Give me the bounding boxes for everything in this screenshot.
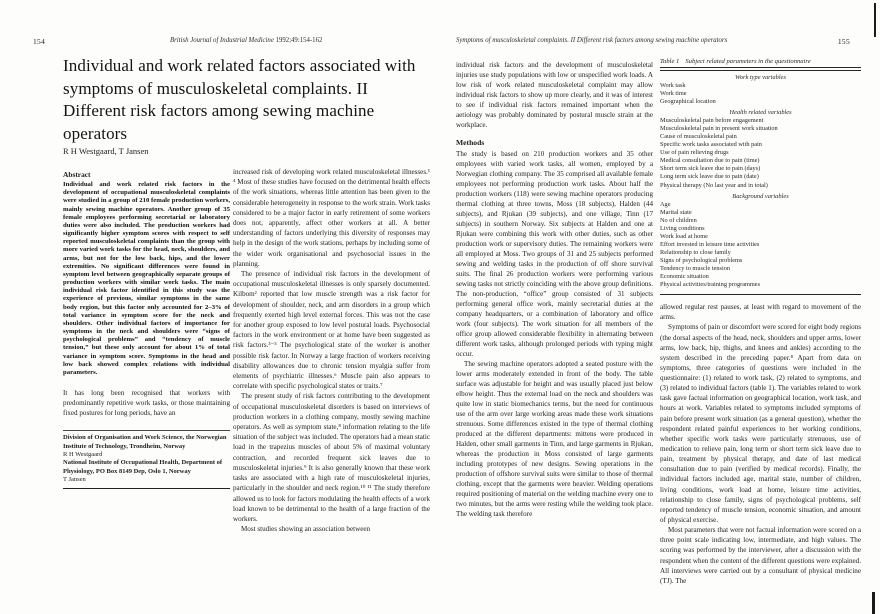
table-1-caption-text: Subject related parameters in the questionnaire xyxy=(685,58,811,65)
table-section-background xyxy=(660,193,861,290)
table-item: Signs of psychological problems xyxy=(660,256,743,264)
footnote-author-2: T Jansen xyxy=(63,475,86,483)
abstract-text: Individual and work related risk factors in the development of occupational musculoskeletal complaints were studied in a group of 210 female production workers, mainly sewing machine operators. Another group of 35 female employees performing secretarial or laboratory duties were also included. The production workers had significantly higher symptom scores with respect to self reported musculoskeletal complaints than the group with more varied work tasks for the head, neck, shoulders, and arms, but not for the low back, hips, and the lower extremities. No significant differences were found in symptom level between geographically separate groups of production workers with similar work tasks. The main individual risk factor identified in this study was the experience of previous, similar symptoms in the same body region, but this factor only accounted for 2–3% of total variance in symptom score for the neck and shoulders. Other individual factors of importance for symptoms in the neck and shoulders were “signs of psychological problems” and “tendency of muscle tension,” but these only account for about 1% of total variance in symptom score. Symptoms in the head and low back showed complex relations with individual parameters. xyxy=(63,181,230,376)
footnote-affiliation-1: Division of Organisation and Work Science, the Norwegian Institute of Technology, Trondheim, Norway xyxy=(63,434,227,450)
authors-line: R H Westgaard, T Jansen xyxy=(63,146,149,156)
table-1 xyxy=(660,58,861,295)
right-page-column-2 xyxy=(660,58,861,586)
footnote-affiliation-2: National Institute of Occupational Health, Department of Physiology, PO Box 8149 Dep, Oslo 1, Norway xyxy=(63,459,223,475)
table-item: Tendency to muscle tension xyxy=(660,264,731,272)
right-running-head: Symptoms of musculoskeletal complaints. II Different risk factors among sewing machine operators xyxy=(456,37,728,44)
table-item: Physical therapy (No last year and in total) xyxy=(660,181,768,189)
table-section-health xyxy=(660,109,861,189)
table-1-number: Table 1 xyxy=(660,58,680,65)
table-section-heading: Work type variables xyxy=(735,74,786,81)
footnote-separator-bottom xyxy=(63,488,230,489)
table-item: Cause of musculoskeletal pain xyxy=(660,133,737,141)
footnote-author-1: R H Westgaard xyxy=(63,450,103,458)
left-page-column-1 xyxy=(63,170,230,489)
scan-edge-artifact-top xyxy=(874,3,876,37)
author-footnote xyxy=(63,430,230,489)
table-item: Musculoskeletal pain before engagement xyxy=(660,117,764,125)
body-paragraph: The study is based on 210 production workers and 35 other employees with varied work tasks, all women, employed by a Norwegian clothing company. The 35 comprised all available female employees not performing production work tasks. About half the production workers (118) were sewing machine operators producing thermal clothing at three towns, Moss (18 subjects), Halden (44 subjects), and Rjukan (39 subjects), and one village, Tinn (17 subjects) in southern Norway. Six subjects at Halden and one at Rjukan were combining this work with other duties, such as other production work or supervisory duties. The remaining workers were all employed at Moss. Two groups of 31 and 25 subjects performed sewing and welding tasks in the production of off shore survival suits. The final 26 production workers were performing various sewing tasks not strictly coinciding with the above group definitions. The non-production, “office” group consisted of 31 subjects performing general office work, mainly secretarial duties at the company headquarters, or a combination of laboratory and office work (four subjects). The work situation for all members of the office group allowed considerable flexibility in alternating between different work tasks, although prolonged periods with typing might occur. xyxy=(456,150,653,358)
table-section-items xyxy=(660,82,861,106)
table-item: Long term sick leave due to pain (date) xyxy=(660,173,759,181)
body-paragraph: individual risk factors and the development of musculoskeletal injuries use study populations with low or unspecified work loads. A low risk of work related musculoskeletal complaint may allow individual risk factors to show up more clearly, and it was of interest to see if individual risk factors remained important when the aetiology was probably dominated by postural muscle strain at the workplace. xyxy=(456,61,653,129)
methods-heading: Methods xyxy=(456,138,485,147)
table-item: Age xyxy=(660,200,671,208)
left-running-head xyxy=(170,37,322,44)
table-item: Economic situation xyxy=(660,272,709,280)
right-page-column-1 xyxy=(456,60,653,519)
table-section-items xyxy=(660,201,861,290)
table-item: No of children xyxy=(660,216,697,224)
body-paragraph: The sewing machine operators adopted a seated posture with the lower arms moderately extended in front of the body. The table surface was adjustable for height and was usually placed just below elbow height. Thus the external load on the neck and shoulders was quite low in static biomechanics terms, but the need for continuous use of the arm over large working areas made these work situations strenuous. Some differences existed in the type of thermal clothing produced at the different departments: mittens were produced in Halden, other small garments in Tinn, and large garments in Rjukan, whereas the production in Moss consisted of large garments including prototypes of new designs. Sewing operations in the production of offshore survival suits were similar to those of thermal clothing, except that the garments were heavier. Welding operations required positioning of material on the welding machine every one to two minutes, but the arms were resting while the welding took place. The welding task therefore xyxy=(456,360,653,518)
left-page xyxy=(30,0,445,614)
table-1-caption xyxy=(660,58,861,65)
body-paragraph: increased risk of developing work related musculoskeletal illnesses.¹ ⁴ Most of these studies have focused on the detrimental health effects of the work situations, whereas little attention has been given to the considerable heterogeneity in response to the work strain. Work tasks considered to be a major factor in early retirement of some workers does not, apparently, affect other workers at all. A better understanding of factors underlying this diversity of responses may help in the design of the work stations, perhaps by including some of the wider work organisational and psychosocial issues in the planning. xyxy=(233,168,430,268)
table-item: Geographical location xyxy=(660,98,716,106)
table-item: Medical consultation due to pain (time) xyxy=(660,157,760,165)
left-page-number: 154 xyxy=(33,37,46,46)
body-paragraph: Symptoms of pain or discomfort were scored for eight body regions (the dorsal aspects of the head, neck, shoulders and upper arms, lower arms, low back, hip, thighs, and knees and ankles) according to the system described in the preceding paper.⁸ Apart from data on symptoms, three categories of questions were included in the questionnaire: (1) related to work task, (2) related to symptoms, and (3) related to individual factors (table 1). The variables related to work task gave factual information on geographical location, work task, and hours at work. Variables related to symptoms included symptoms of pain before present work situation (as a general question), whether the respondent related painful experiences to her working conditions, whether specific work tasks were particularly strenuous, use of medication to relieve pain, long term or short term sick leave due to pain, treatment by physical therapy, and date of last medical consultation due to pain (verified by medical records). Finally, the individual factors included age, marital state, number of children, living conditions, work load at home, leisure time activities, relationship to close family, signs of psychological problems, self reported tendency of muscle tension, economic situation, and amount of physical exercise. xyxy=(660,323,861,525)
table-item: Living conditions xyxy=(660,224,705,232)
article-title: Individual and work related factors associated with symptoms of musculoskeletal complaints. II Different risk factors among sewing machine operators xyxy=(63,56,416,143)
table-rule-top xyxy=(660,67,861,71)
scan-edge-artifact-bottom xyxy=(872,592,875,614)
body-paragraph: Most studies showing an association between xyxy=(241,525,371,534)
table-item: Relationship to close family xyxy=(660,248,731,256)
left-page-column-2 xyxy=(233,167,430,534)
table-item: Physical activities/training programmes xyxy=(660,281,761,289)
table-item: Short term sick leave due to pain (days) xyxy=(660,165,761,173)
body-paragraph: The present study of risk factors contributing to the development of occupational musculoskeletal disorders is based on interviews of production workers in a clothing company, mostly sewing machine operators. As well as symptom state,⁸ information relating to the life situation of the subject was included. The operators had a mean static load in the trapezius muscles of about 5% of maximal voluntary contraction, and recorded frequent sick leaves due to musculoskeletal injuries.⁹ It is also generally known that these work tasks are associated with a high rate of musculoskeletal injuries, particularly in the shoulder and neck region.¹⁰ ¹¹ The study therefore allowed us to look for factors modulating the health effects of a work load known to be detrimental to the health of a large fraction of the workers. xyxy=(233,392,430,523)
journal-ref: 1992;49:154-162 xyxy=(273,37,323,44)
journal-name: British Journal of Industrial Medicine xyxy=(170,37,274,44)
intro-paragraph: It has long been recognised that workers with predominantly repetitive work tasks, or those maintaining fixed postures for long periods, have an xyxy=(63,389,230,418)
table-item: Work load at home xyxy=(660,232,708,240)
table-item: Musculoskeletal pain in present work situation xyxy=(660,125,778,133)
table-item: Effort invested in leisure time activities xyxy=(660,240,760,248)
table-section-work-type xyxy=(660,74,861,106)
abstract-heading: Abstract xyxy=(63,170,91,179)
table-item: Work time xyxy=(660,90,687,98)
table-item: Use of pain relieving drugs xyxy=(660,149,729,157)
table-rule-bottom xyxy=(660,294,861,295)
table-section-heading: Background variables xyxy=(732,192,789,200)
table-item: Work task xyxy=(660,82,686,89)
table-item: Specific work tasks associated with pain xyxy=(660,141,762,149)
table-item: Marital state xyxy=(660,208,692,216)
table-section-items xyxy=(660,117,861,189)
body-paragraph: allowed regular rest pauses, at least with regard to movement of the arms. xyxy=(660,303,861,322)
table-section-heading: Health related variables xyxy=(729,109,792,117)
right-page-number: 155 xyxy=(837,37,850,46)
body-paragraph: Most parameters that were not factual information were scored on a three point scale indicating low, intermediate, and high values. The scoring was performed by the interviewer, after a discussion with the respondent when the content of the different questions were explained. All interviews were carried out by a consultant of physical medicine (TJ). The xyxy=(660,526,861,585)
footnote-separator-top xyxy=(63,430,230,431)
body-paragraph: The presence of individual risk factors in the development of occupational musculoskeletal illnesses is only sparsely documented. Kilbom² reported that low muscle strength was a risk factor for development of shoulder, neck, and arm disorders in a group which frequently exerted high level external forces. This was not the case for another group exposed to low level postural loads. Psychosocial factors in the work environment or at home have been suggested as risk factors.³⁻⁵ The psychological state of the worker is another possible risk factor. In Norway a large fraction of workers receiving disability allowances due to chronic tension myalgia suffer from elements of psychiatric illnesses.⁶ Muscle pain also appears to correlate with specific psychological states or traits.⁷ xyxy=(233,270,430,391)
right-page xyxy=(448,0,862,614)
